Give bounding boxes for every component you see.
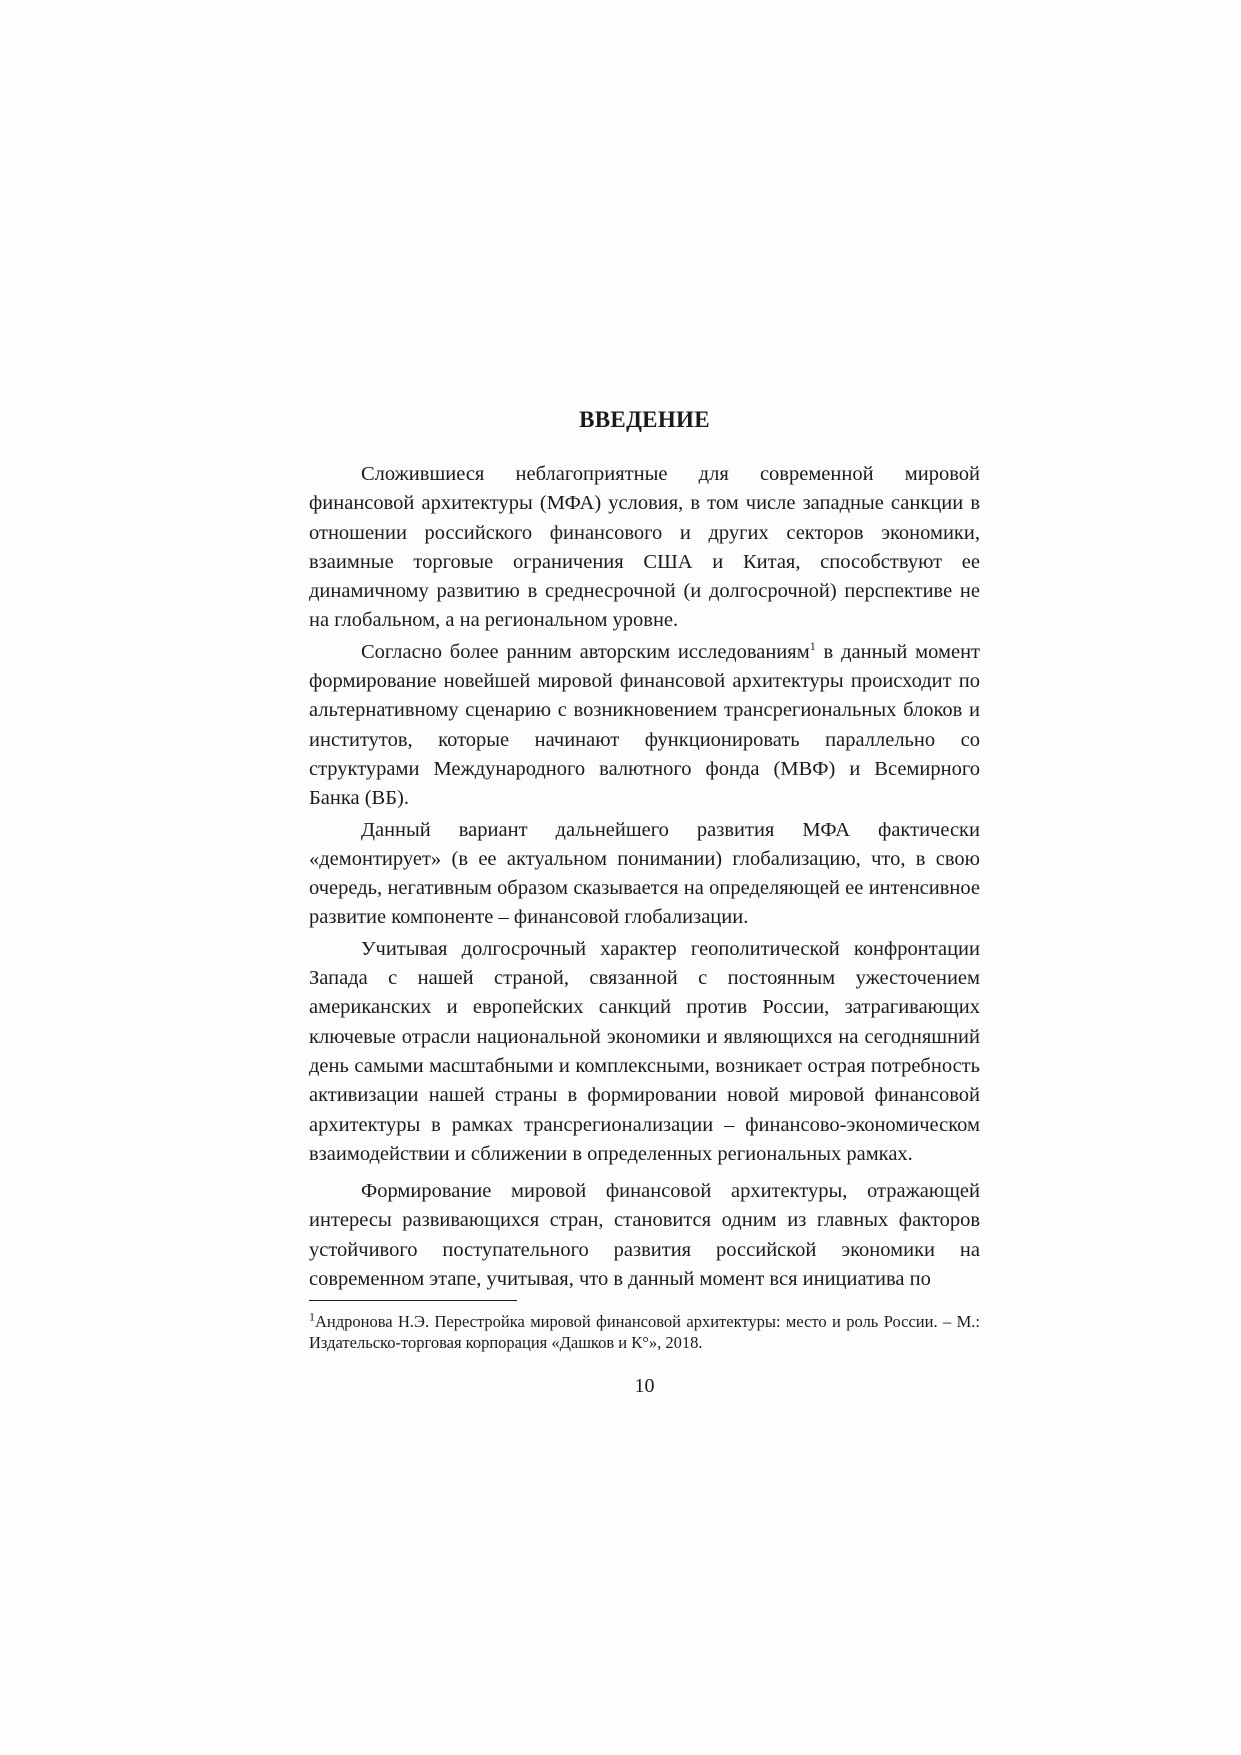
page-number: 10: [634, 1375, 655, 1398]
paragraph-2-text-before: Согласно более ранним авторским исследованиям: [361, 640, 810, 663]
page-title: ВВЕДЕНИЕ: [579, 407, 710, 432]
paragraph-2-text-after: в данный момент формирование новейшей мировой финансовой архитектуры происходит по альтернативному сценарию с возникновением трансрегиональных блоков и институтов, которые начинают функционировать параллельно со структурами Международного валютного фонда (МВФ) и Всемирного Банка (ВБ).: [309, 640, 980, 810]
footnote-text: Андронова Н.Э. Перестройка мировой финансовой архитектуры: место и роль России. – М.: Издательско-торговая корпорация «Дашков и К°», 2018.: [309, 1312, 980, 1353]
footnote-divider: [309, 1300, 517, 1301]
footnote-reference: 1: [809, 638, 816, 653]
paragraph-4: Учитывая долгосрочный характер геополитической конфронтации Запада с нашей страной, связанной с постоянным ужесточением американских и европейских санкций против России, затрагивающих ключевые отрасли национальной экономики и являющихся на сегодняшний день самыми масштабными и комплексными, возникает острая потребность активизации нашей страны в формировании новой мировой финансовой архитектуры в рамках трансрегионализации – финансово-экономическом взаимодействии и сближении в определенных региональных рамках.: [309, 937, 980, 1165]
paragraph-3: Данный вариант дальнейшего развития МФА фактически «демонтирует» (в ее актуальном понимании) глобализацию, что, в свою очередь, негативным образом сказывается на определяющей ее интенсивное развитие компоненте – финансовой глобализации.: [309, 818, 980, 929]
paragraph-5: Формирование мировой финансовой архитектуры, отражающей интересы развивающихся стран, становится одним из главных факторов устойчивого поступательного развития российской экономики на современном этапе, учитывая, что в данный момент вся инициатива по: [309, 1180, 980, 1291]
paragraph-1: Сложившиеся неблагоприятные для современной мировой финансовой архитектуры (МФА) условия, в том числе западные санкции в отношении российского финансового и других секторов экономики, взаимные торговые ограничения США и Китая, способствуют ее динамичному развитию в среднесрочной (и долгосрочной) перспективе не на глобальном, а на региональном уровне.: [309, 463, 980, 632]
footnote: [309, 1311, 980, 1353]
page-content: [309, 405, 980, 1398]
paragraph-2: [309, 638, 980, 814]
footnote-marker: 1: [309, 1309, 315, 1324]
